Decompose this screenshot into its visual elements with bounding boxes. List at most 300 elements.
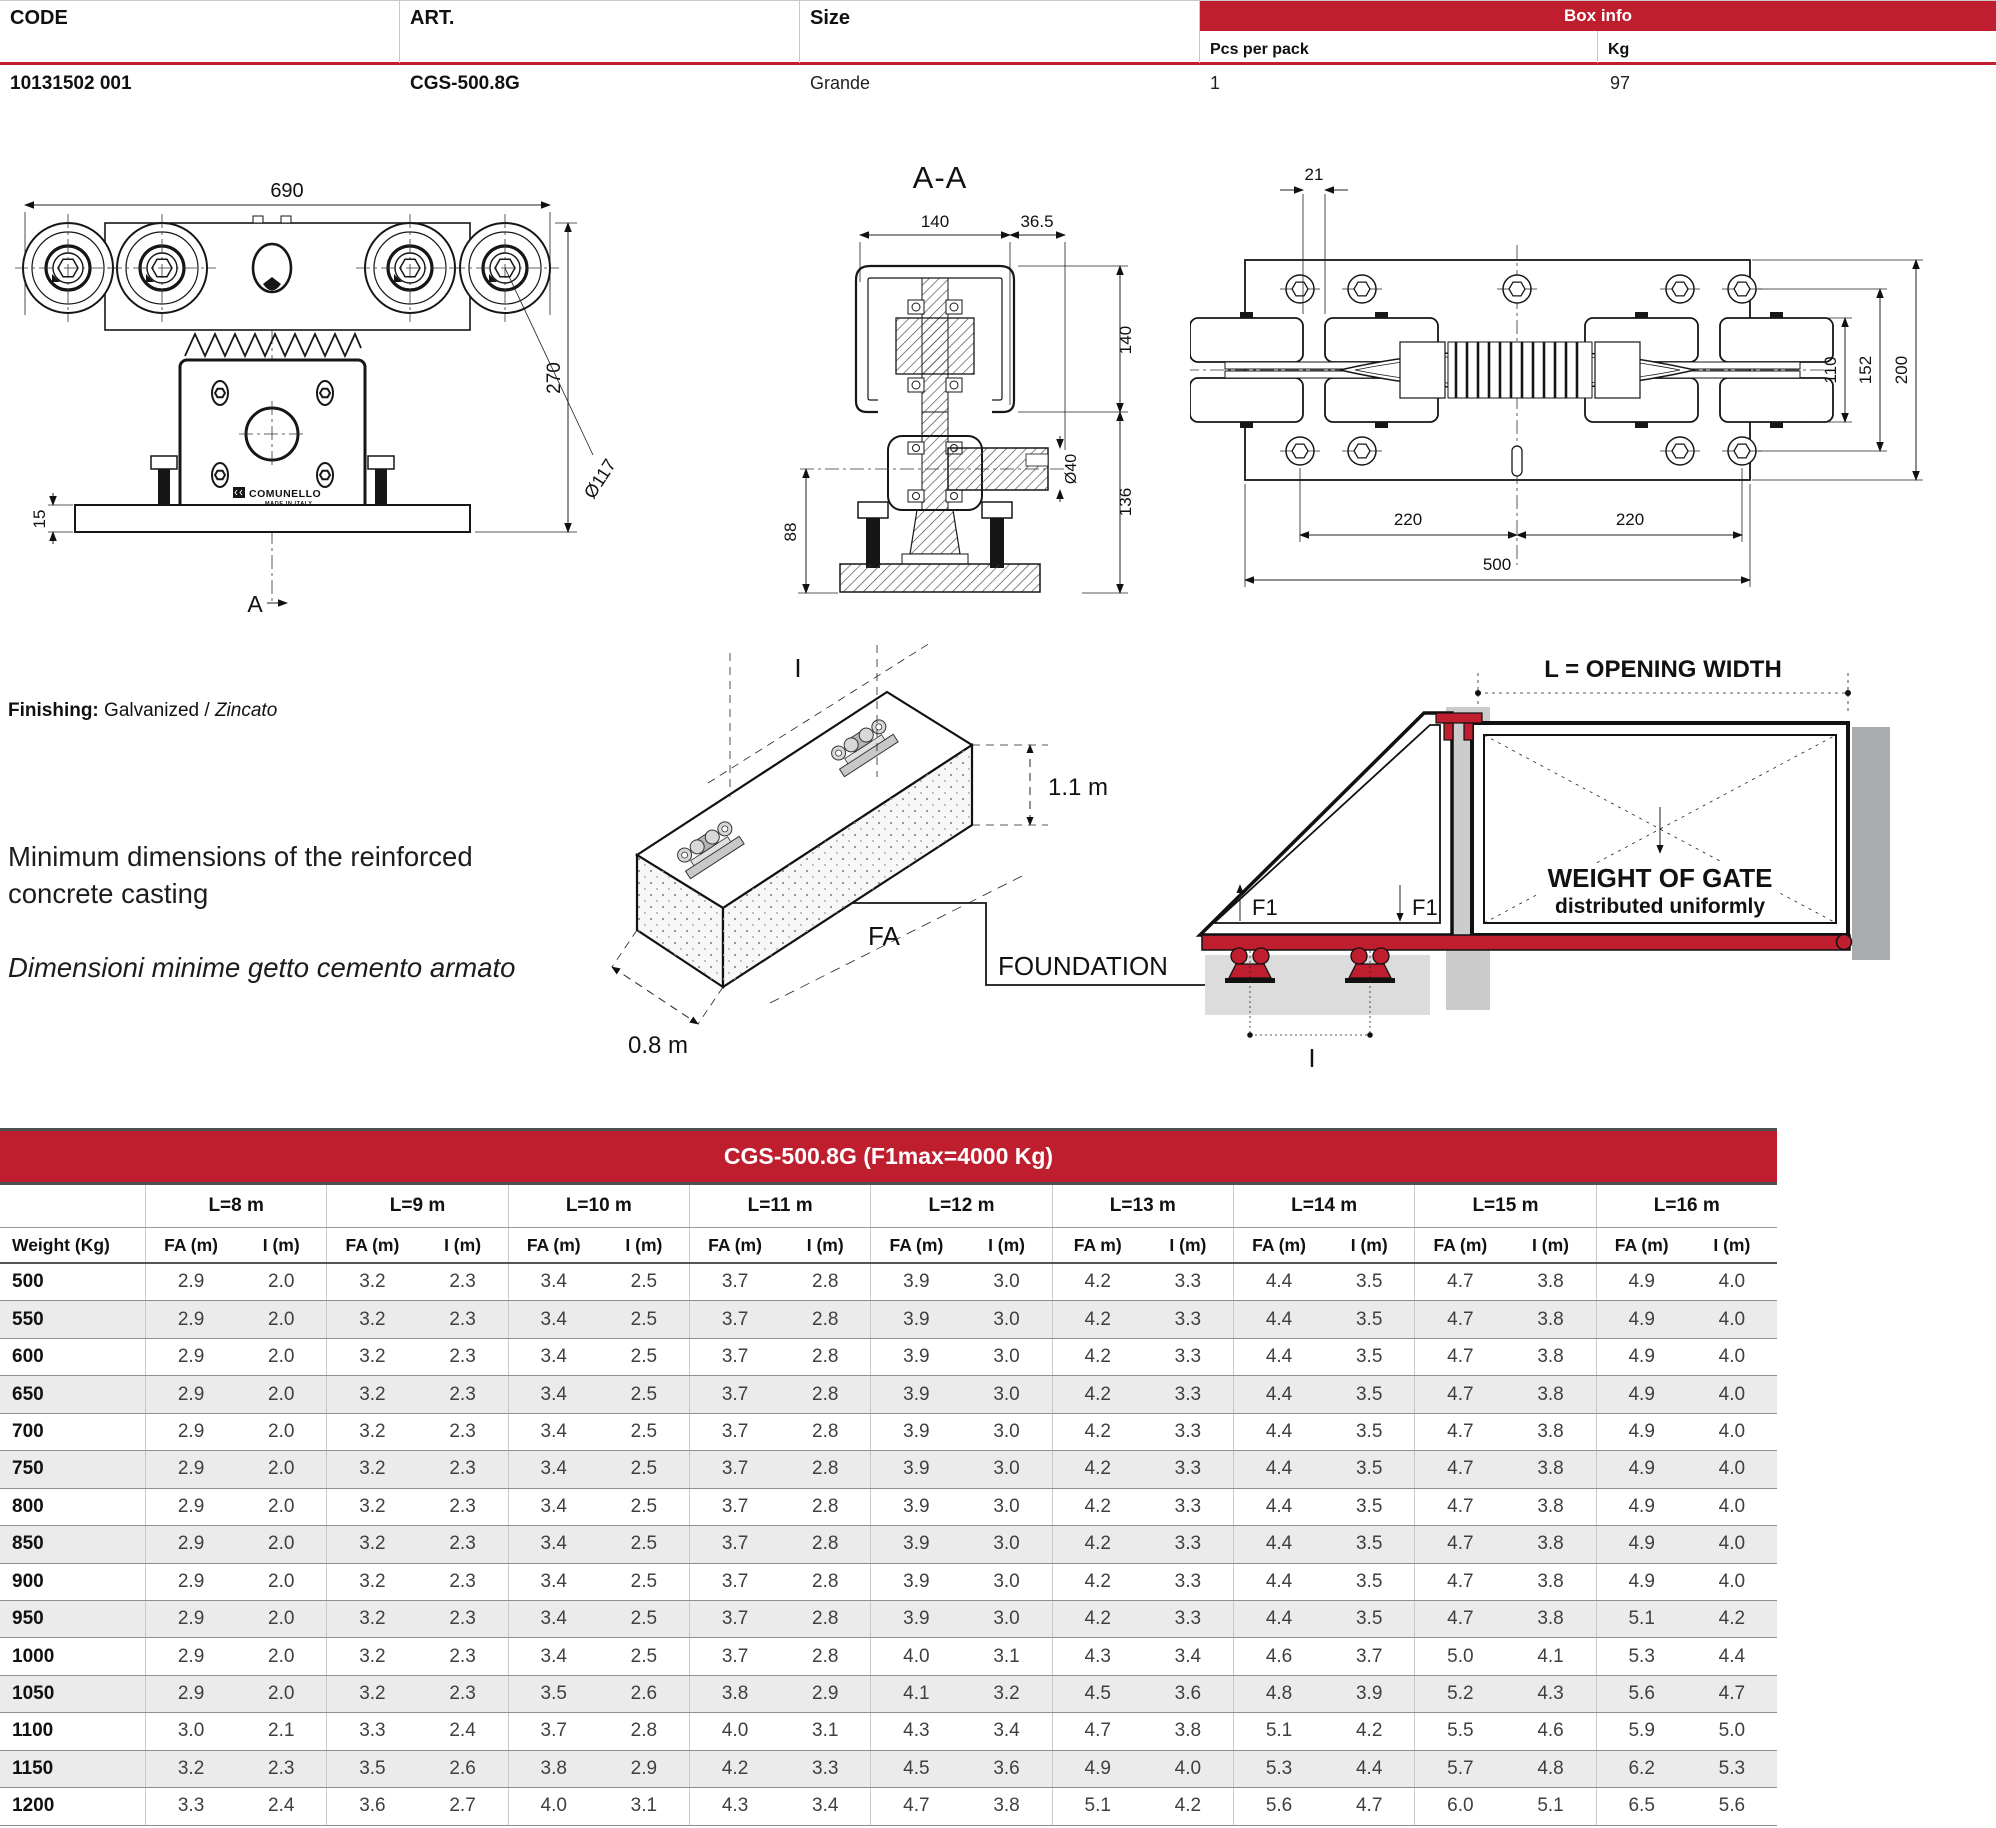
fa-value: 4.0 bbox=[540, 1795, 567, 1817]
weight-cell: 600 bbox=[12, 1346, 44, 1368]
i-value: 3.8 bbox=[1537, 1346, 1564, 1368]
value-group bbox=[1052, 1489, 1233, 1525]
column-group-header: L=12 m bbox=[870, 1185, 1051, 1227]
fa-value: 3.2 bbox=[359, 1458, 386, 1480]
value-group bbox=[326, 1564, 507, 1600]
value-group bbox=[870, 1788, 1051, 1824]
i-value: 3.8 bbox=[993, 1795, 1020, 1817]
i-value: 4.0 bbox=[1718, 1308, 1746, 1330]
value-group bbox=[326, 1451, 507, 1487]
i-value: 3.1 bbox=[630, 1795, 658, 1817]
fa-value: 4.2 bbox=[1084, 1570, 1111, 1592]
i-value: 3.3 bbox=[1174, 1308, 1202, 1330]
value-group bbox=[689, 1713, 870, 1749]
fa-value: 4.9 bbox=[1628, 1420, 1655, 1442]
value-group bbox=[1596, 1601, 1777, 1637]
fa-value: 3.4 bbox=[540, 1645, 567, 1667]
fa-value: 2.9 bbox=[177, 1495, 205, 1517]
table-row bbox=[0, 1788, 1777, 1825]
fa-value: 4.7 bbox=[1447, 1570, 1474, 1592]
fa-value: 4.6 bbox=[1265, 1645, 1293, 1667]
i-value: 2.5 bbox=[630, 1570, 658, 1592]
fa-value: 4.7 bbox=[1447, 1495, 1474, 1517]
fa-header: FA (m) bbox=[1252, 1234, 1306, 1255]
i-value: 2.5 bbox=[630, 1495, 658, 1517]
dim-15: 15 bbox=[30, 509, 49, 529]
i-header: I (m) bbox=[1350, 1234, 1388, 1255]
value-group bbox=[1414, 1564, 1595, 1600]
i-value: 4.0 bbox=[1718, 1458, 1746, 1480]
value-group bbox=[326, 1751, 507, 1787]
dim-110: 110 bbox=[1821, 356, 1840, 384]
fa-value: 4.1 bbox=[903, 1683, 930, 1705]
table-row bbox=[0, 1526, 1777, 1563]
i-value: 3.1 bbox=[993, 1645, 1020, 1667]
i-value: 2.5 bbox=[630, 1608, 658, 1630]
value-group bbox=[1414, 1788, 1595, 1824]
dim-220-right: 220 bbox=[1615, 510, 1645, 529]
value-group bbox=[1233, 1414, 1414, 1450]
fa-value: 3.3 bbox=[359, 1720, 386, 1742]
fa-value: 5.1 bbox=[1628, 1608, 1655, 1630]
value-group bbox=[1414, 1638, 1595, 1674]
value-group bbox=[1596, 1489, 1777, 1525]
value-group bbox=[870, 1301, 1051, 1337]
i-value: 2.8 bbox=[630, 1720, 658, 1742]
fa-header: FA (m) bbox=[164, 1234, 218, 1255]
value-group bbox=[145, 1264, 326, 1300]
fa-value: 3.4 bbox=[540, 1608, 567, 1630]
fa-header: FA (m) bbox=[1614, 1234, 1669, 1255]
i-value: 2.5 bbox=[630, 1420, 658, 1442]
fa-value: 4.8 bbox=[1265, 1683, 1293, 1705]
value-group bbox=[870, 1564, 1051, 1600]
value-group bbox=[689, 1264, 870, 1300]
i-value: 2.0 bbox=[268, 1645, 295, 1667]
i-value: 3.6 bbox=[1174, 1683, 1202, 1705]
dim-690: 690 bbox=[270, 180, 304, 202]
i-value: 3.8 bbox=[1174, 1720, 1202, 1742]
i-value: 2.1 bbox=[268, 1720, 295, 1742]
kg-value: 97 bbox=[1610, 73, 1631, 93]
i-value: 3.3 bbox=[1174, 1533, 1202, 1555]
value-group bbox=[508, 1301, 689, 1337]
i-value: 3.8 bbox=[1537, 1570, 1564, 1592]
value-group bbox=[145, 1601, 326, 1637]
i-value: 3.0 bbox=[993, 1271, 1020, 1293]
fa-value: 5.0 bbox=[1447, 1645, 1474, 1667]
value-group bbox=[145, 1376, 326, 1412]
value-group bbox=[508, 1489, 689, 1525]
value-group bbox=[1596, 1451, 1777, 1487]
fa-value: 5.6 bbox=[1628, 1683, 1655, 1705]
fa-value: 3.9 bbox=[903, 1420, 930, 1442]
fa-value: 4.4 bbox=[1265, 1271, 1293, 1293]
value-group bbox=[1414, 1414, 1595, 1450]
value-group bbox=[145, 1713, 326, 1749]
value-group bbox=[1596, 1676, 1777, 1712]
i-value: 4.7 bbox=[1355, 1795, 1383, 1817]
art-header: ART. bbox=[400, 1, 800, 63]
value-group bbox=[870, 1489, 1051, 1525]
fa-value: 3.7 bbox=[721, 1645, 749, 1667]
fa-value: 4.9 bbox=[1628, 1271, 1655, 1293]
i-value: 2.3 bbox=[449, 1308, 476, 1330]
fa-value: 3.7 bbox=[721, 1346, 749, 1368]
art-value: CGS-500.8G bbox=[410, 72, 520, 94]
i-value: 3.6 bbox=[993, 1757, 1020, 1779]
i-value: 3.5 bbox=[1355, 1608, 1383, 1630]
i-value: 2.3 bbox=[449, 1420, 476, 1442]
table-row bbox=[0, 1489, 1777, 1526]
value-group bbox=[1414, 1713, 1595, 1749]
fa-value: 4.2 bbox=[1084, 1420, 1111, 1442]
finishing-label: Finishing: bbox=[8, 700, 99, 721]
fa-value: 3.9 bbox=[903, 1570, 930, 1592]
value-group bbox=[1596, 1788, 1777, 1824]
fa-value: 5.1 bbox=[1265, 1720, 1293, 1742]
opening-width-label: L = OPENING WIDTH bbox=[1544, 656, 1782, 683]
i-value: 2.0 bbox=[268, 1458, 295, 1480]
fa-value: 3.2 bbox=[359, 1570, 386, 1592]
value-group bbox=[689, 1451, 870, 1487]
i-value: 2.0 bbox=[268, 1683, 295, 1705]
value-group bbox=[326, 1414, 507, 1450]
i-value: 3.0 bbox=[993, 1608, 1020, 1630]
i-value: 3.8 bbox=[1537, 1495, 1564, 1517]
value-group bbox=[145, 1751, 326, 1787]
value-group bbox=[1596, 1713, 1777, 1749]
value-group bbox=[1414, 1301, 1595, 1337]
i-value: 3.3 bbox=[1174, 1608, 1202, 1630]
fa-value: 5.3 bbox=[1628, 1645, 1655, 1667]
value-group bbox=[1233, 1376, 1414, 1412]
fa-header: FA (m) bbox=[345, 1234, 400, 1255]
i-value: 4.8 bbox=[1537, 1757, 1564, 1779]
i-value: 3.5 bbox=[1355, 1383, 1383, 1405]
weight-cell: 850 bbox=[12, 1533, 44, 1555]
size-value: Grande bbox=[810, 73, 871, 93]
dim-152: 152 bbox=[1856, 355, 1875, 385]
table-row bbox=[0, 1751, 1777, 1788]
fa-value: 3.4 bbox=[540, 1533, 567, 1555]
fa-value: 3.2 bbox=[177, 1757, 205, 1779]
i-value: 4.0 bbox=[1718, 1346, 1746, 1368]
value-group bbox=[145, 1301, 326, 1337]
i-value: 2.3 bbox=[449, 1683, 476, 1705]
i-header: I (m) bbox=[262, 1234, 300, 1255]
value-group bbox=[870, 1339, 1051, 1375]
fa-value: 2.9 bbox=[177, 1271, 205, 1293]
i-value: 2.0 bbox=[268, 1495, 295, 1517]
value-group bbox=[1233, 1713, 1414, 1749]
i-value: 3.0 bbox=[993, 1495, 1020, 1517]
fa-value: 4.9 bbox=[1628, 1458, 1655, 1480]
i-value: 4.0 bbox=[1718, 1495, 1746, 1517]
column-group-header: L=16 m bbox=[1596, 1185, 1777, 1227]
fa-value: 2.9 bbox=[177, 1533, 205, 1555]
i-header: I (m) bbox=[444, 1234, 482, 1255]
fa-value: 3.9 bbox=[903, 1533, 930, 1555]
value-group bbox=[870, 1751, 1051, 1787]
i-value: 4.1 bbox=[1537, 1645, 1564, 1667]
value-group bbox=[326, 1601, 507, 1637]
fa-value: 3.4 bbox=[540, 1346, 567, 1368]
column-group-header: L=14 m bbox=[1233, 1185, 1414, 1227]
fa-value: 2.9 bbox=[177, 1346, 205, 1368]
i-value: 3.0 bbox=[993, 1533, 1020, 1555]
fa-value: 3.7 bbox=[721, 1608, 749, 1630]
weight-cell: 550 bbox=[12, 1308, 44, 1330]
rail bbox=[1202, 935, 1850, 950]
box-info-group bbox=[1200, 1, 1996, 63]
dim-220-left: 220 bbox=[1393, 510, 1423, 529]
i-value: 3.4 bbox=[993, 1720, 1020, 1742]
i-value: 3.5 bbox=[1355, 1533, 1383, 1555]
i-value: 5.3 bbox=[1718, 1757, 1746, 1779]
code-header: CODE bbox=[0, 1, 400, 63]
value-group bbox=[1052, 1788, 1233, 1824]
table-row bbox=[0, 1339, 1777, 1376]
fa-value: 3.4 bbox=[540, 1458, 567, 1480]
table-row bbox=[0, 1676, 1777, 1713]
value-group bbox=[870, 1676, 1051, 1712]
i-header: I (m) bbox=[625, 1234, 663, 1255]
fa-value: 4.4 bbox=[1265, 1570, 1293, 1592]
value-group bbox=[1596, 1264, 1777, 1300]
i-value: 3.8 bbox=[1537, 1420, 1564, 1442]
value-group bbox=[508, 1601, 689, 1637]
distributed-uniformly-label: distributed uniformly bbox=[1555, 895, 1765, 918]
dim-88: 88 bbox=[781, 522, 800, 542]
fa-value: 2.9 bbox=[177, 1570, 205, 1592]
weight-cell: 750 bbox=[12, 1458, 44, 1480]
value-group bbox=[145, 1339, 326, 1375]
weight-cell: 1100 bbox=[12, 1720, 54, 1742]
weight-cell: 700 bbox=[12, 1420, 44, 1442]
dim-140-right: 140 bbox=[1116, 325, 1135, 355]
fa-value: 3.7 bbox=[721, 1271, 749, 1293]
value-group bbox=[1233, 1339, 1414, 1375]
i-value: 2.5 bbox=[630, 1346, 658, 1368]
column-subheader bbox=[326, 1228, 507, 1262]
dim-wheel-diameter: Ø117 bbox=[579, 455, 620, 503]
i-header: I (m) bbox=[988, 1234, 1026, 1255]
fa-value: 3.2 bbox=[359, 1420, 386, 1442]
fa-value: 4.7 bbox=[1447, 1608, 1474, 1630]
value-group bbox=[145, 1638, 326, 1674]
value-group bbox=[1414, 1376, 1595, 1412]
value-group bbox=[1233, 1489, 1414, 1525]
i-value: 3.3 bbox=[812, 1757, 839, 1779]
fa-value: 5.6 bbox=[1265, 1795, 1293, 1817]
value-group bbox=[1596, 1376, 1777, 1412]
fa-value: 5.7 bbox=[1447, 1757, 1474, 1779]
value-group bbox=[508, 1788, 689, 1824]
fa-value: 4.4 bbox=[1265, 1420, 1293, 1442]
i-value: 2.8 bbox=[812, 1608, 839, 1630]
fa-value: 4.0 bbox=[903, 1645, 930, 1667]
fa-value: 3.4 bbox=[540, 1570, 567, 1592]
dim-136: 136 bbox=[1116, 487, 1135, 517]
weight-cell: 950 bbox=[12, 1608, 44, 1630]
fa-value: 4.2 bbox=[1084, 1271, 1111, 1293]
dim-21: 21 bbox=[1304, 165, 1324, 184]
i-value: 3.4 bbox=[1174, 1645, 1202, 1667]
fa-value: 4.5 bbox=[903, 1757, 930, 1779]
i-value: 2.5 bbox=[630, 1271, 658, 1293]
i-value: 2.8 bbox=[812, 1533, 839, 1555]
fa-value: 3.2 bbox=[359, 1495, 386, 1517]
value-group bbox=[1052, 1376, 1233, 1412]
value-group bbox=[870, 1414, 1051, 1450]
fa-value: 3.9 bbox=[903, 1383, 930, 1405]
value-group bbox=[870, 1526, 1051, 1562]
dim-shaft-diameter: Ø40 bbox=[1063, 453, 1080, 485]
i-value: 2.0 bbox=[268, 1346, 295, 1368]
fa-value: 4.9 bbox=[1628, 1346, 1655, 1368]
value-group bbox=[1052, 1339, 1233, 1375]
fa-value: 4.9 bbox=[1084, 1757, 1111, 1779]
fa-value: 3.2 bbox=[359, 1308, 386, 1330]
value-group bbox=[508, 1526, 689, 1562]
value-group bbox=[1596, 1414, 1777, 1450]
fa-value: 4.7 bbox=[1447, 1533, 1474, 1555]
value-group bbox=[1052, 1564, 1233, 1600]
value-group bbox=[870, 1376, 1051, 1412]
value-group bbox=[1052, 1264, 1233, 1300]
column-subheader bbox=[1233, 1228, 1414, 1262]
value-group bbox=[1052, 1414, 1233, 1450]
column-group-header: L=8 m bbox=[145, 1185, 326, 1227]
i-value: 2.0 bbox=[268, 1271, 295, 1293]
value-group bbox=[508, 1376, 689, 1412]
section-title: A-A bbox=[912, 160, 968, 195]
fa-value: 4.7 bbox=[1084, 1720, 1111, 1742]
i-value: 4.2 bbox=[1355, 1720, 1383, 1742]
column-subheader bbox=[1052, 1228, 1233, 1262]
value-group bbox=[1052, 1751, 1233, 1787]
fa-value: 3.4 bbox=[540, 1308, 567, 1330]
i-value: 4.0 bbox=[1718, 1533, 1746, 1555]
fa-value: 3.7 bbox=[721, 1420, 749, 1442]
spec-sub-row bbox=[0, 1228, 1777, 1264]
fa-value: 3.4 bbox=[540, 1420, 567, 1442]
i-value: 2.3 bbox=[449, 1458, 476, 1480]
fa-value: 3.7 bbox=[721, 1533, 749, 1555]
dim-200: 200 bbox=[1892, 355, 1911, 385]
value-group bbox=[1414, 1339, 1595, 1375]
fa-value: 4.4 bbox=[1265, 1533, 1293, 1555]
product-info-table bbox=[0, 0, 1996, 102]
product-row bbox=[0, 65, 1996, 102]
fa-value: 2.9 bbox=[177, 1645, 205, 1667]
i-value: 3.7 bbox=[1355, 1645, 1383, 1667]
fa-value: 3.9 bbox=[903, 1608, 930, 1630]
i-header: I (m) bbox=[1713, 1234, 1751, 1255]
fa-value: 4.2 bbox=[1084, 1383, 1111, 1405]
value-group bbox=[870, 1264, 1051, 1300]
i-value: 2.8 bbox=[812, 1495, 839, 1517]
fa-value: 2.9 bbox=[177, 1383, 205, 1405]
i-header: I (m) bbox=[1169, 1234, 1207, 1255]
fa-value: 6.0 bbox=[1447, 1795, 1474, 1817]
value-group bbox=[326, 1526, 507, 1562]
fa-value: 3.2 bbox=[359, 1608, 386, 1630]
value-group bbox=[870, 1451, 1051, 1487]
fa-value: 4.7 bbox=[1447, 1271, 1474, 1293]
fa-value: 3.4 bbox=[540, 1495, 567, 1517]
i-value: 2.3 bbox=[268, 1757, 295, 1779]
product-info-header bbox=[0, 0, 1996, 62]
fa-value: 4.9 bbox=[1628, 1308, 1655, 1330]
value-group bbox=[1233, 1264, 1414, 1300]
value-group bbox=[1233, 1526, 1414, 1562]
i-value: 2.3 bbox=[449, 1570, 476, 1592]
dim-270: 270 bbox=[544, 362, 565, 394]
i-value: 2.3 bbox=[449, 1645, 476, 1667]
value-group bbox=[689, 1376, 870, 1412]
value-group bbox=[508, 1264, 689, 1300]
fa-value: 4.9 bbox=[1628, 1495, 1655, 1517]
size-header: Size bbox=[800, 1, 1200, 63]
i-value: 4.0 bbox=[1718, 1383, 1746, 1405]
fa-header: FA (m) bbox=[526, 1234, 581, 1255]
value-group bbox=[1414, 1526, 1595, 1562]
value-group bbox=[326, 1713, 507, 1749]
finishing-note bbox=[8, 700, 277, 722]
fa-value: 2.9 bbox=[177, 1683, 205, 1705]
fa-value: 2.9 bbox=[177, 1308, 205, 1330]
fa-value: 3.9 bbox=[903, 1458, 930, 1480]
value-group bbox=[1596, 1339, 1777, 1375]
i-value: 2.8 bbox=[812, 1570, 839, 1592]
value-group bbox=[1052, 1713, 1233, 1749]
fa-value: 3.7 bbox=[721, 1308, 749, 1330]
value-group bbox=[1052, 1451, 1233, 1487]
top-view-drawing bbox=[1190, 150, 1996, 620]
fa-value: 4.4 bbox=[1265, 1383, 1293, 1405]
value-group bbox=[689, 1339, 870, 1375]
fa-value: 4.3 bbox=[721, 1795, 749, 1817]
i-value: 2.5 bbox=[630, 1458, 658, 1480]
kg-header: Kg bbox=[1608, 41, 1630, 58]
fa-value: 4.5 bbox=[1084, 1683, 1111, 1705]
i-value: 3.8 bbox=[1537, 1308, 1564, 1330]
fa-value: 3.4 bbox=[540, 1383, 567, 1405]
fa-value: 2.9 bbox=[177, 1420, 205, 1442]
column-group-header: L=9 m bbox=[326, 1185, 507, 1227]
table-row bbox=[0, 1713, 1777, 1750]
i-value: 2.4 bbox=[268, 1795, 295, 1817]
value-group bbox=[1233, 1751, 1414, 1787]
table-row bbox=[0, 1601, 1777, 1638]
i-value: 2.7 bbox=[449, 1795, 476, 1817]
fa-value: 3.0 bbox=[177, 1720, 205, 1742]
fa-header: FA (m) bbox=[708, 1234, 762, 1255]
fa-value: 4.2 bbox=[1084, 1495, 1111, 1517]
fa-value: 2.9 bbox=[177, 1608, 205, 1630]
installation-diagram bbox=[600, 615, 1996, 1110]
i-value: 3.3 bbox=[1174, 1495, 1202, 1517]
column-group-header: L=10 m bbox=[508, 1185, 689, 1227]
i-header: I (m) bbox=[1532, 1234, 1569, 1255]
i-value: 2.5 bbox=[630, 1308, 658, 1330]
weight-of-gate-label: WEIGHT OF GATE bbox=[1547, 863, 1773, 893]
column-subheader bbox=[1596, 1228, 1777, 1262]
i-value: 2.0 bbox=[268, 1420, 295, 1442]
box-info-header: Box info bbox=[1200, 1, 1996, 31]
